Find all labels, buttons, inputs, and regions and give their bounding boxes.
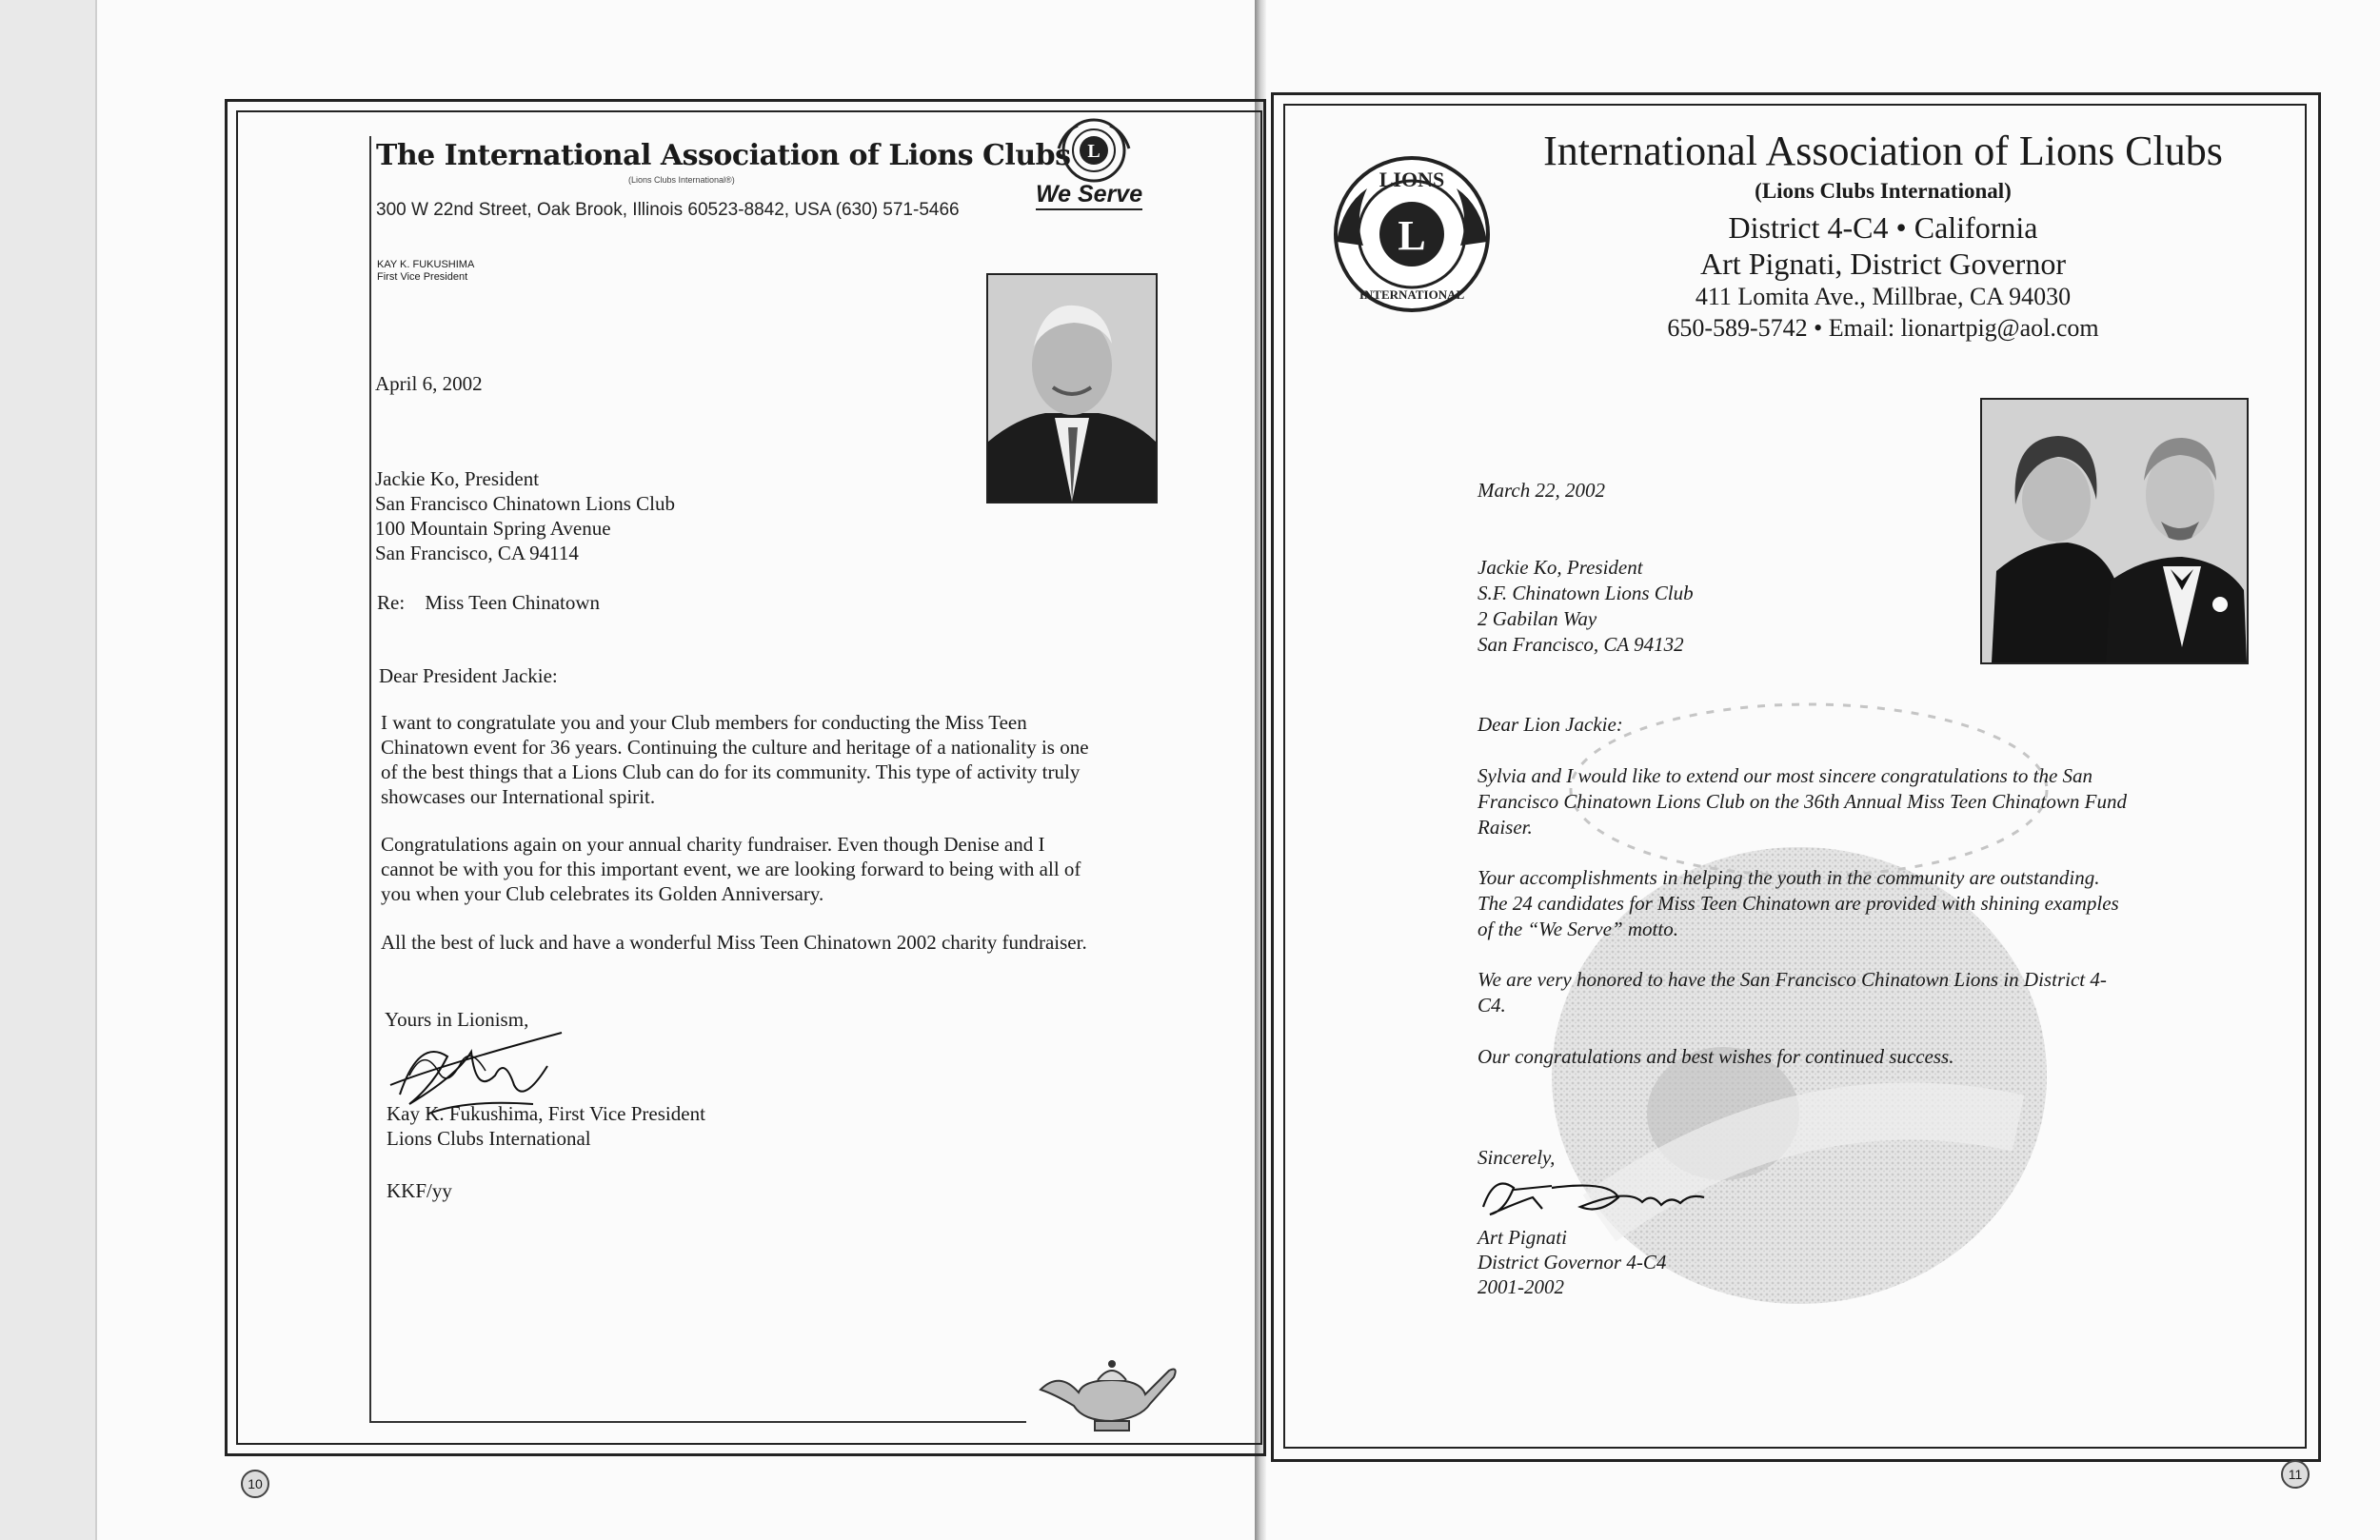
we-serve-motto: We Serve — [1036, 181, 1142, 210]
left-address: 300 W 22nd Street, Oak Brook, Illinois 60523-8842, USA (630) 571-5466 — [376, 200, 960, 220]
sender-name: KAY K. FUKUSHIMA — [377, 259, 475, 270]
recipient-line: 2 Gabilan Way — [1478, 607, 1597, 630]
left-paragraph-1: I want to congratulate you and your Club members for conducting the Miss Teen Chinatown event for 36 years. Continuing the culture and heritage of a nationality is one of the best things that a Lions Club can do for its community. This type of activity truly showcases our International spirit. — [381, 711, 1089, 808]
signer-title: District Governor 4-C4 — [1478, 1251, 1667, 1273]
emblem-bottom-text: INTERNATIONAL — [1359, 287, 1465, 302]
letter-bottom-rule — [369, 1421, 1026, 1423]
letterhead-vertical-rule — [369, 136, 371, 1423]
signature-org: Lions Clubs International — [387, 1127, 591, 1150]
right-org-name: International Association of Lions Clubs — [1543, 128, 2223, 174]
lions-international-emblem — [1325, 150, 1498, 318]
recipient-line: S.F. Chinatown Lions Club — [1478, 582, 1694, 604]
signature-name: Kay K. Fukushima, First Vice President — [387, 1102, 705, 1125]
governor-line: Art Pignati, District Governor — [1700, 247, 2066, 281]
sender-title: First Vice President — [377, 271, 468, 283]
left-recipient-block — [375, 466, 675, 565]
recipient-line: Jackie Ko, President — [1478, 556, 1643, 579]
portrait-photo-pignati-couple — [1980, 398, 2249, 664]
re-subject: Miss Teen Chinatown — [425, 591, 601, 614]
right-date: March 22, 2002 — [1478, 479, 1605, 502]
portrait-photo-fukushima — [986, 273, 1158, 503]
right-recipient-block — [1478, 555, 1694, 658]
left-salutation: Dear President Jackie: — [379, 664, 558, 687]
left-closing: Yours in Lionism, — [385, 1008, 529, 1031]
pignati-signature — [1476, 1169, 1752, 1224]
left-org-name: The International Association of Lions Clubs — [376, 139, 1071, 172]
re-line — [377, 590, 600, 615]
signer-name: Art Pignati — [1478, 1226, 1567, 1249]
right-paragraph-4: Our congratulations and best wishes for continued success. — [1478, 1045, 1954, 1068]
left-page-number: 10 — [241, 1470, 269, 1498]
left-signature-block — [387, 1101, 705, 1151]
re-label: Re: — [377, 591, 406, 614]
right-salutation: Dear Lion Jackie: — [1478, 713, 1623, 736]
emblem-top-text: LIONS — [1378, 168, 1445, 191]
recipient-line: 100 Mountain Spring Avenue — [375, 517, 611, 540]
right-address: 411 Lomita Ave., Millbrae, CA 94030 — [1695, 283, 2072, 310]
recipient-line: San Francisco, CA 94114 — [375, 542, 579, 564]
svg-text:L: L — [1398, 212, 1426, 259]
sender-block — [377, 259, 474, 284]
right-paragraph-3: We are very honored to have the San Francisco Chinatown Lions in District 4-C4. — [1478, 968, 2107, 1017]
left-paragraph-2: Congratulations again on your annual charity fundraiser. Even though Denise and I cannot be with you for this important event, we are looking forward to being with all of you when your Club celebrates its Golden Anniversary. — [381, 833, 1081, 905]
left-date: April 6, 2002 — [375, 372, 483, 395]
recipient-line: San Francisco Chinatown Lions Club — [375, 492, 675, 515]
district-line: District 4-C4 • California — [1728, 210, 2038, 245]
recipient-line: San Francisco, CA 94132 — [1478, 633, 1684, 656]
right-contact: 650-589-5742 • Email: lionartpig@aol.com — [1667, 314, 2099, 342]
recipient-line: Jackie Ko, President — [375, 467, 540, 490]
right-paragraph-2: Your accomplishments in helping the youth in the community are outstanding. The 24 candidates for Miss Teen Chinatown are provided with shining examples of the “We Serve” motto. — [1478, 866, 2119, 940]
teapot-lamp-ornament — [1036, 1347, 1188, 1437]
right-page-number: 11 — [2281, 1460, 2310, 1489]
left-org-subtitle: (Lions Clubs International®) — [628, 175, 735, 185]
right-signer-block — [1478, 1225, 1666, 1299]
right-org-subtitle: (Lions Clubs International) — [1755, 179, 2012, 203]
svg-text:L: L — [1087, 141, 1101, 162]
reference-initials: KKF/yy — [387, 1179, 452, 1202]
signer-years: 2001-2002 — [1478, 1275, 1564, 1298]
right-paragraph-1: Sylvia and I would like to extend our most sincere congratulations to the San Francisco Chinatown Lions Club on the 36th Annual Miss Teen Chinatown Fund Raiser. — [1478, 764, 2127, 839]
left-paragraph-3: All the best of luck and have a wonderful Miss Teen Chinatown 2002 charity fundraiser. — [381, 931, 1087, 954]
right-closing: Sincerely, — [1478, 1146, 1556, 1169]
lions-logo-small — [1051, 114, 1137, 190]
